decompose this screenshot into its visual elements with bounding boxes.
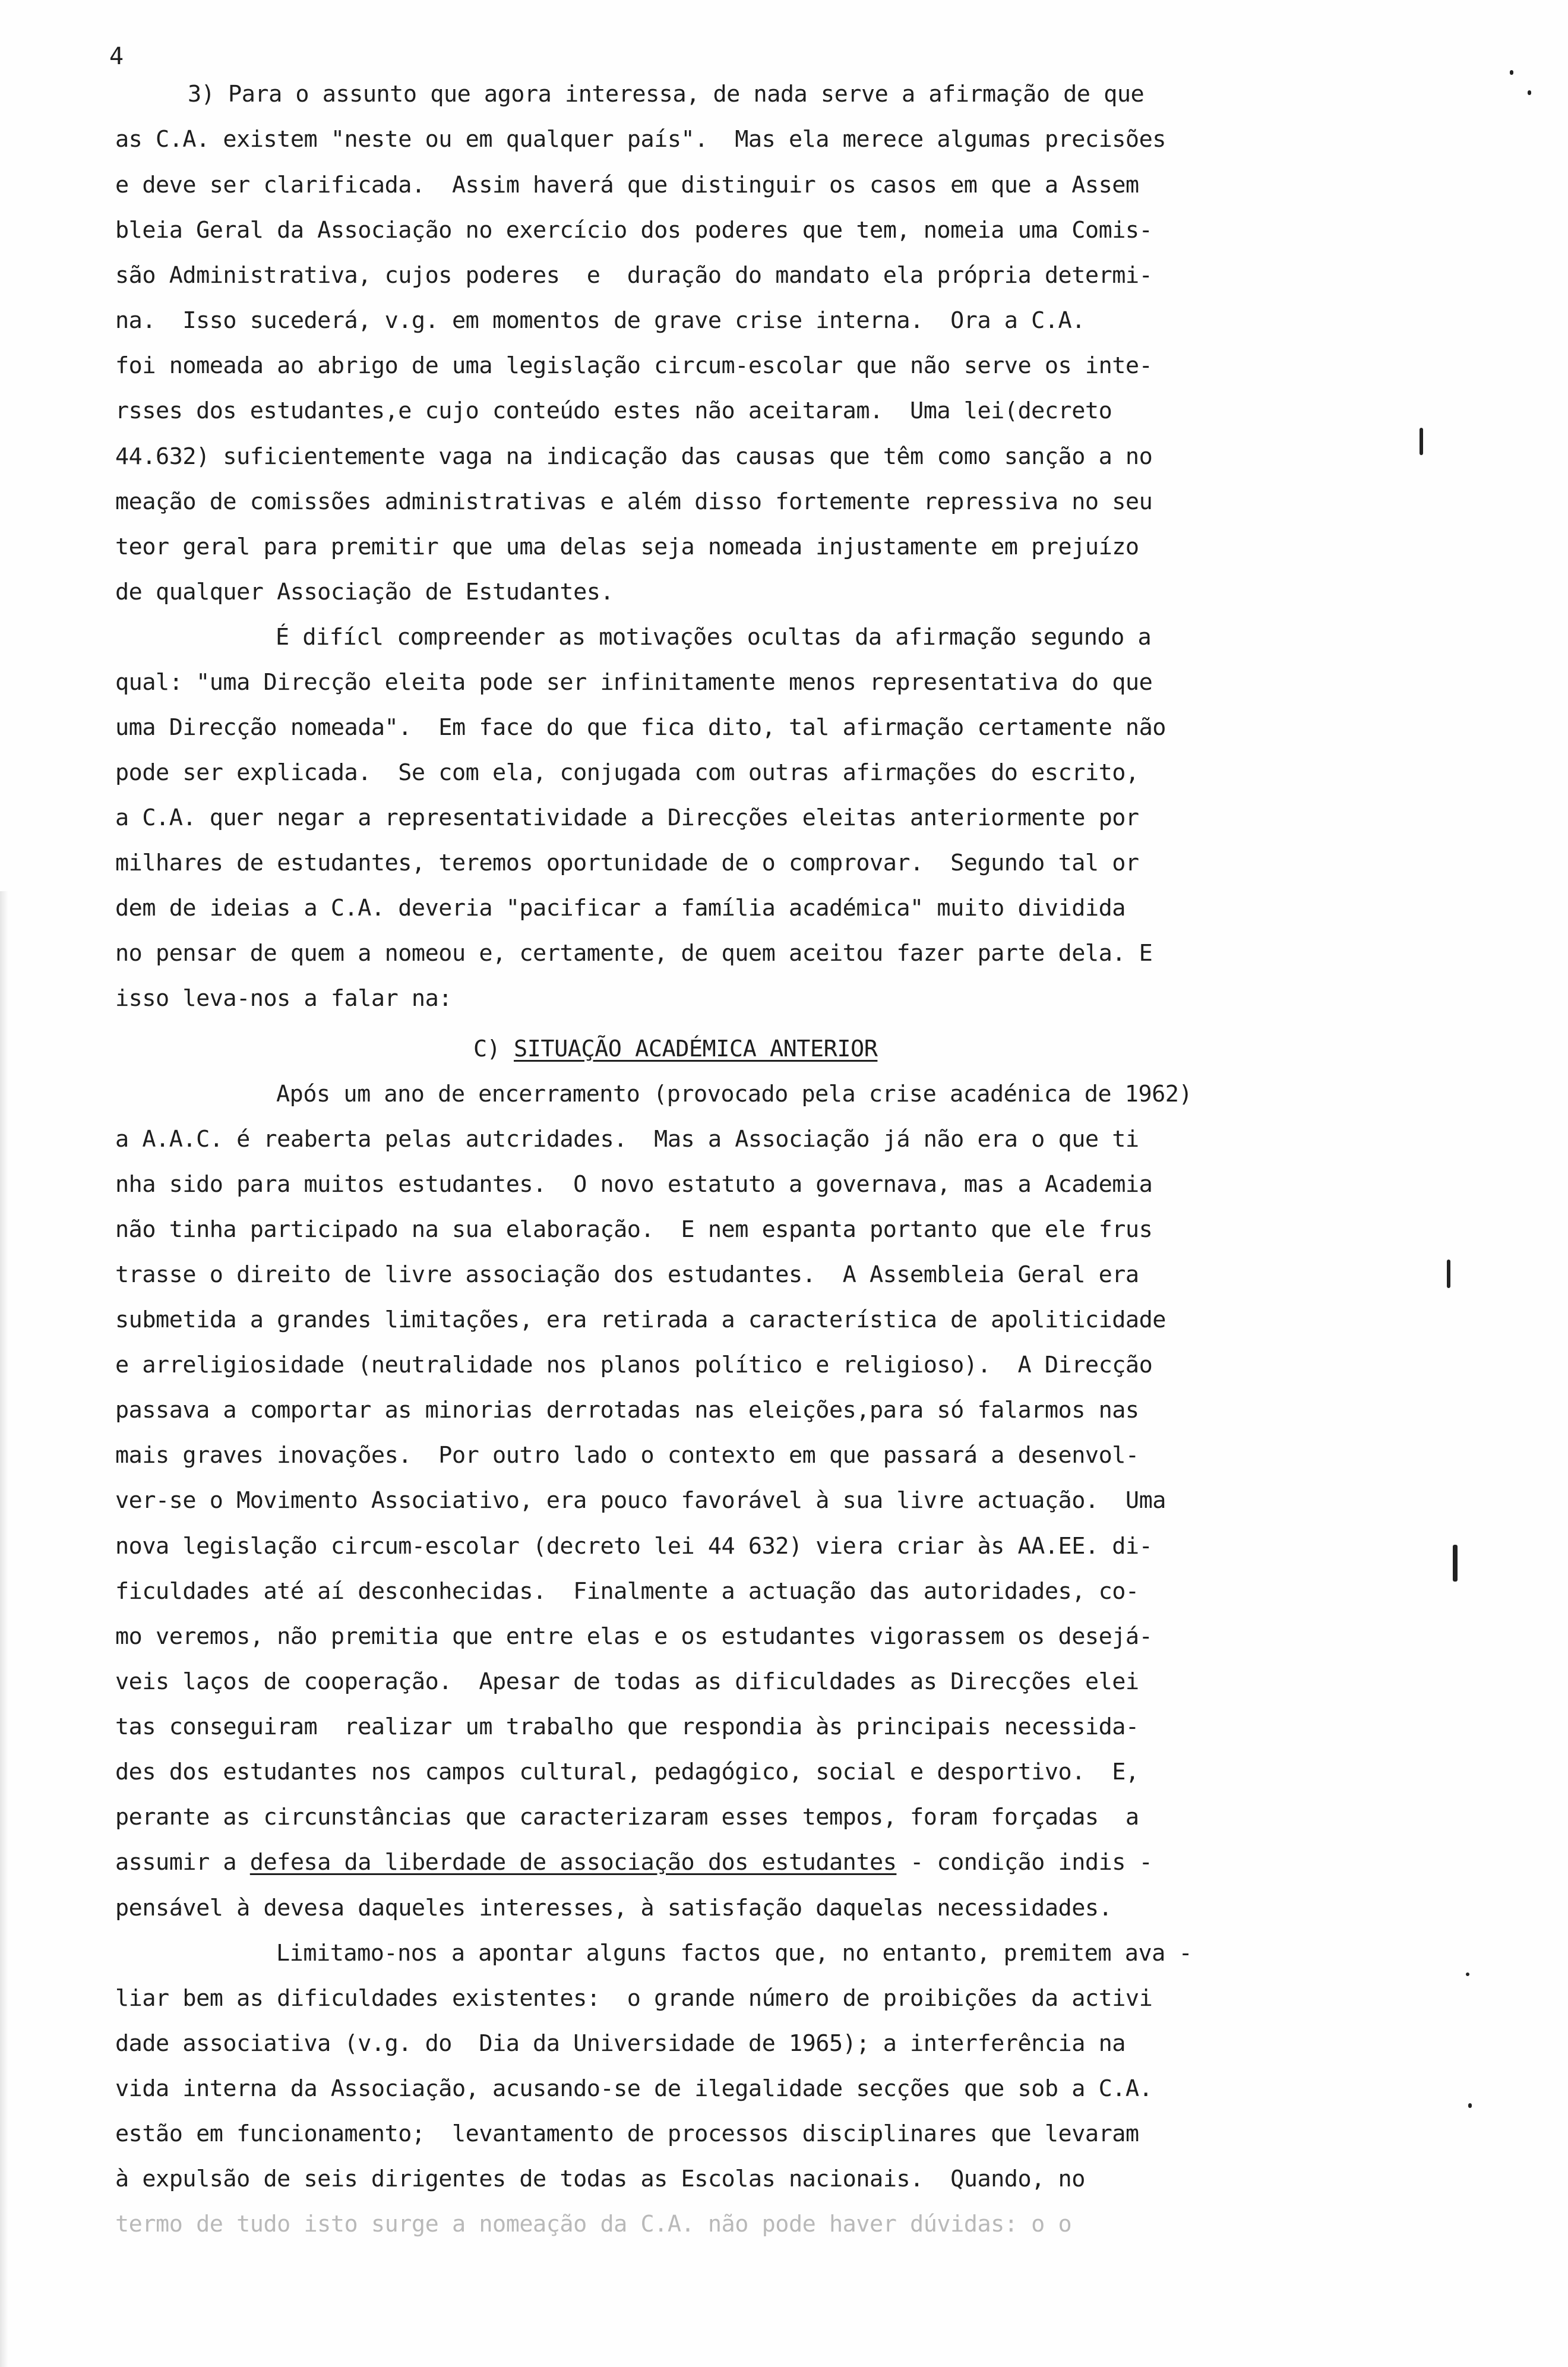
text-line: a C.A. quer negar a representatividade a Direcções eleitas anteriormente por [115,804,1139,831]
text-line: perante as circunstâncias que caracterizaram esses tempos, foram forçadas a [115,1804,1139,1831]
scan-edge-shadow [0,891,8,2367]
text-line: ver-se o Movimento Associativo, era pouco favorável à sua livre actuação. Uma [115,1487,1166,1514]
text-line: tas conseguiram realizar um trabalho que respondia às principais necessida- [115,1713,1139,1740]
section-heading [473,1038,877,1061]
text-line: mais graves inovações. Por outro lado o contexto em que passará a desenvol- [115,1442,1139,1469]
text-line: a A.A.C. é reaberta pelas autcridades. Mas a Associação já não era o que ti [115,1126,1139,1153]
text-line: Limitamo-nos a apontar alguns factos que, no entanto, premitem ava - [276,1940,1193,1967]
text-line: no pensar de quem a nomeou e, certamente, de quem aceitou fazer parte dela. E [115,940,1153,967]
text-line: liar bem as dificuldades existentes: o grande número de proibições da activi [115,1985,1153,2012]
text-line: são Administrativa, cujos poderes e duração do mandato ela própria determi- [115,262,1153,289]
margin-mark [1453,1545,1458,1582]
text-line: nha sido para muitos estudantes. O novo estatuto a governava, mas a Academia [115,1171,1153,1198]
text-line: assumir a defesa da liberdade de associação dos estudantes - condição indis - [115,1849,1153,1876]
text-line: meação de comissões administrativas e além disso fortemente repressiva no seu [115,488,1153,515]
section-title: SITUAÇÃO ACADÉMICA ANTERIOR [514,1036,878,1062]
text-line: veis laços de cooperação. Apesar de todas as dificuldades as Direcções elei [115,1668,1139,1695]
text-line: ficuldades até aí desconhecidas. Finalmente a actuação das autoridades, co- [115,1578,1139,1605]
text-line: 3) Para o assunto que agora interessa, de nada serve a afirmação de que [188,81,1145,108]
margin-mark [1528,90,1531,95]
section-letter: C) [473,1036,501,1062]
text-line: na. Isso sucederá, v.g. em momentos de grave crise interna. Ora a C.A. [115,307,1085,334]
text-line: milhares de estudantes, teremos oportunidade de o comprovar. Segundo tal or [115,850,1139,876]
text-line: as C.A. existem "neste ou em qualquer país". Mas ela merece algumas precisões [115,126,1166,153]
margin-mark [1420,428,1423,455]
text-line: qual: "uma Direcção eleita pode ser infinitamente menos representativa do que [115,669,1153,696]
text-line: à expulsão de seis dirigentes de todas as Escolas nacionais. Quando, no [115,2166,1085,2192]
margin-mark [1468,2103,1472,2108]
text-line: submetida a grandes limitações, era retirada a característica de apoliticidade [115,1306,1166,1333]
margin-mark [1447,1260,1450,1288]
margin-mark [1510,70,1513,75]
text-line: foi nomeada ao abrigo de uma legislação circum-escolar que não serve os inte- [115,352,1153,379]
text-line: des dos estudantes nos campos cultural, pedagógico, social e desportivo. E, [115,1759,1139,1785]
margin-mark [1466,1972,1469,1976]
text-line: termo de tudo isto surge a nomeação da C.A. não pode haver dúvidas: o o [115,2211,1072,2237]
text-line: É difícl compreender as motivações ocultas da afirmação segundo a [276,624,1152,651]
text-line: dade associativa (v.g. do Dia da Universidade de 1965); a interferência na [115,2030,1126,2057]
text-line: de qualquer Associação de Estudantes. [115,579,614,605]
text-line: rsses dos estudantes,e cujo conteúdo estes não aceitaram. Uma lei(decreto [115,397,1126,424]
text-line: e arreligiosidade (neutralidade nos planos político e religioso). A Direcção [115,1352,1153,1378]
text-line: não tinha participado na sua elaboração. E nem espanta portanto que ele frus [115,1216,1153,1243]
text-line: mo veremos, não premitia que entre elas e os estudantes vigorassem os desejá- [115,1623,1153,1650]
text-line: vida interna da Associação, acusando-se de ilegalidade secções que sob a C.A. [115,2075,1153,2102]
text-line: 44.632) suficientemente vaga na indicação das causas que têm como sanção a no [115,443,1153,470]
text-line: Após um ano de encerramento (provocado pela crise acadénica de 1962) [276,1081,1193,1107]
text-line: nova legislação circum-escolar (decreto lei 44 632) viera criar às AA.EE. di- [115,1533,1153,1560]
text-line: isso leva-nos a falar na: [115,985,452,1012]
underlined-phrase: defesa da liberdade de associação dos estudantes [249,1849,897,1876]
page-number: 4 [109,43,124,70]
text-line: trasse o direito de livre associação dos estudantes. A Assembleia Geral era [115,1261,1139,1288]
text-line: passava a comportar as minorias derrotadas nas eleições,para só falarmos nas [115,1397,1139,1424]
text-line: pode ser explicada. Se com ela, conjugada com outras afirmações do escrito, [115,759,1139,786]
text-line: bleia Geral da Associação no exercício dos poderes que tem, nomeia uma Comis- [115,217,1153,244]
text-line: teor geral para premitir que uma delas seja nomeada injustamente em prejuízo [115,534,1139,560]
text-line: dem de ideias a C.A. deveria "pacificar a família académica" muito dividida [115,895,1126,921]
text-line: estão em funcionamento; levantamento de processos disciplinares que levaram [115,2120,1139,2147]
text-line: e deve ser clarificada. Assim haverá que distinguir os casos em que a Assem [115,172,1139,198]
text-line: uma Direcção nomeada". Em face do que fica dito, tal afirmação certamente não [115,714,1166,741]
text-line: pensável à devesa daqueles interesses, à satisfação daquelas necessidades. [115,1895,1112,1921]
